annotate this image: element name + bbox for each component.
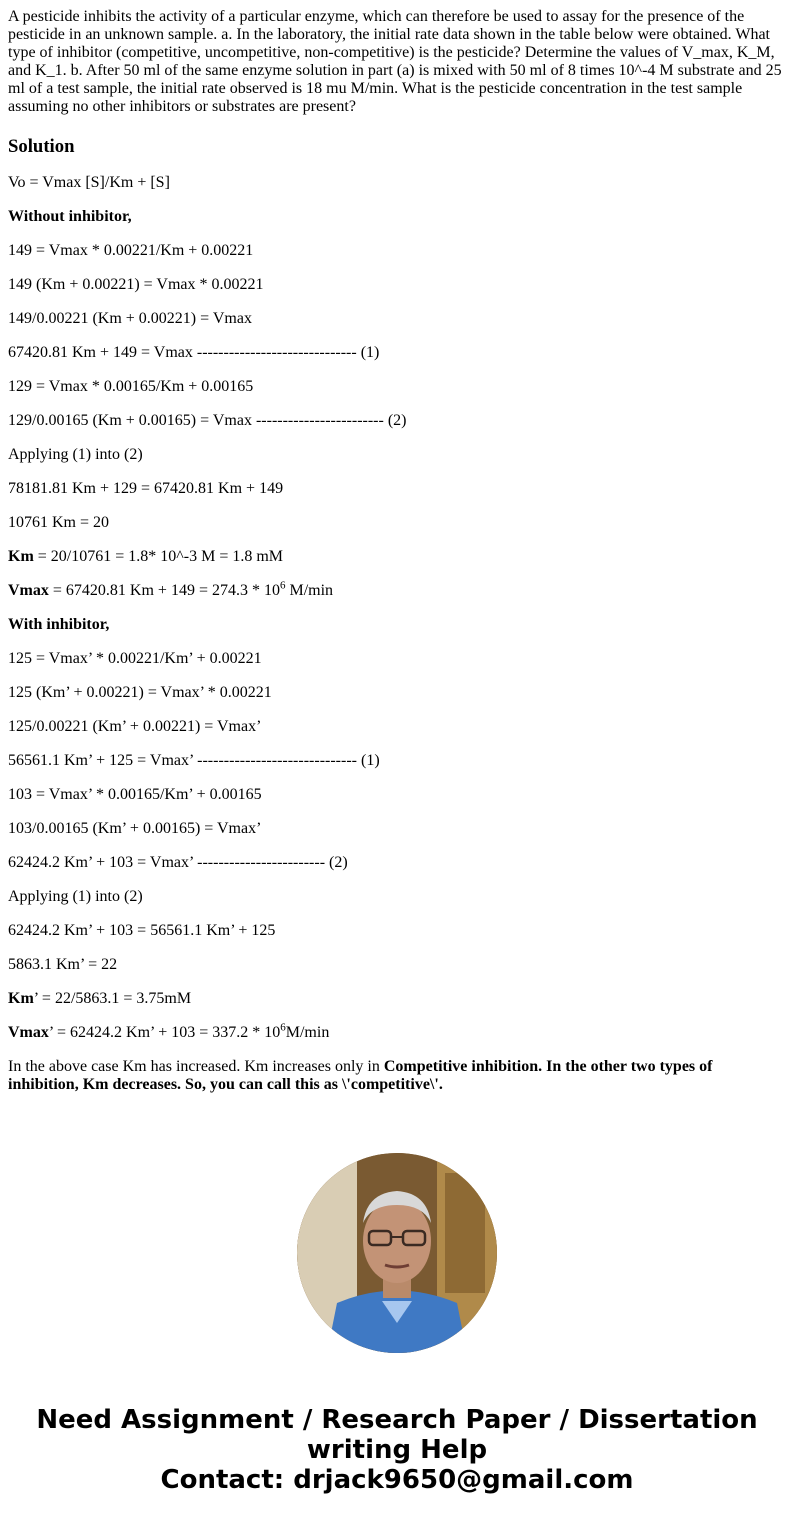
- vmax-result: [8, 579, 786, 600]
- equation-line: 62424.2 Km’ + 103 = Vmax’ ------------------------ (2): [8, 854, 348, 871]
- equation-line: 149 (Km + 0.00221) = Vmax * 0.00221: [8, 276, 264, 293]
- equation-line: 78181.81 Km + 129 = 67420.81 Km + 149: [8, 480, 284, 497]
- vmax-unit: M/min: [285, 582, 334, 599]
- km-inhibited-value: ’ = 22/5863.1 = 3.75mM: [33, 990, 192, 1007]
- conclusion-bold: Competitive inhibition. In the other two types of inhibition, Km decreases. So, you can call this as \'competitive\'.: [8, 1058, 713, 1093]
- equation-line: 103/0.00165 (Km’ + 0.00165) = Vmax’: [8, 820, 262, 837]
- equation-line: 62424.2 Km’ + 103 = 56561.1 Km’ + 125: [8, 922, 276, 939]
- equation-line: Applying (1) into (2): [8, 446, 143, 463]
- equation-line: 67420.81 Km + 149 = Vmax ------------------------------ (1): [8, 344, 380, 361]
- vmax-inhibited-value: ’ = 62424.2 Km’ + 103 = 337.2 * 10: [48, 1024, 281, 1041]
- equation-line: 125/0.00221 (Km’ + 0.00221) = Vmax’: [8, 718, 262, 735]
- equation-line: 10761 Km = 20: [8, 514, 110, 531]
- km-result: [8, 548, 786, 566]
- km-inhibited-result: [8, 990, 786, 1008]
- conclusion-plain: In the above case Km has increased. Km increases only in: [8, 1058, 384, 1075]
- equation-line: Applying (1) into (2): [8, 888, 143, 905]
- promo-footer: [0, 1405, 794, 1495]
- equation-line: 125 = Vmax’ * 0.00221/Km’ + 0.00221: [8, 650, 262, 667]
- solution-heading: Solution: [8, 136, 75, 157]
- vmax-inhibited-label: Vmax: [8, 1024, 49, 1041]
- vmax-inhibited-result: [8, 1021, 786, 1042]
- vmax-value: = 67420.81 Km + 149 = 274.3 * 10: [48, 582, 280, 599]
- equation-line: 149/0.00221 (Km + 0.00221) = Vmax: [8, 310, 252, 327]
- km-inhibited-label: Km: [8, 990, 34, 1007]
- contact-email: Contact: drjack9650@gmail.com: [160, 1465, 634, 1495]
- equation-line: 103 = Vmax’ * 0.00165/Km’ + 0.00165: [8, 786, 262, 803]
- equation-line: 149 = Vmax * 0.00221/Km + 0.00221: [8, 242, 254, 259]
- without-inhibitor-heading: Without inhibitor,: [8, 208, 132, 225]
- equation-line: 5863.1 Km’ = 22: [8, 956, 118, 973]
- equation-line: 129/0.00165 (Km + 0.00165) = Vmax ------------------------ (2): [8, 412, 407, 429]
- promo-line-1: Need Assignment / Research Paper / Dissertation: [36, 1405, 758, 1435]
- vmax-inhibited-exponent: 6: [280, 1021, 286, 1034]
- vmax-inhibited-unit: M/min: [285, 1024, 330, 1041]
- equation-line: 56561.1 Km’ + 125 = Vmax’ ------------------------------ (1): [8, 752, 380, 769]
- answer-content: [8, 0, 786, 1122]
- equation-line: 129 = Vmax * 0.00165/Km + 0.00165: [8, 378, 254, 395]
- conclusion-text: [8, 1058, 786, 1094]
- vmax-exponent: 6: [279, 579, 286, 592]
- equation-line: Vo = Vmax [S]/Km + [S]: [8, 174, 170, 191]
- km-label: Km: [8, 548, 34, 565]
- equation-line: 125 (Km’ + 0.00221) = Vmax’ * 0.00221: [8, 684, 272, 701]
- promo-line-2: writing Help: [306, 1435, 488, 1465]
- author-avatar: [297, 1153, 497, 1353]
- with-inhibitor-heading: With inhibitor,: [8, 616, 110, 633]
- question-text: A pesticide inhibits the activity of a particular enzyme, which can therefore be used to assay for the presence of the pesticide in an unknown sample. a. In the laboratory, the initial rate data shown in the table below were obtained. What type of inhibitor (competitive, uncompetitive, non-competitive) is the pesticide? Determine the values of V_max, K_M, and K_1. b. After 50 ml of the same enzyme solution in part (a) is mixed with 50 ml of 8 times 10^-4 M substrate and 25 ml of a test sample, the initial rate observed is 18 mu M/min. What is the pesticide concentration in the test sample assuming no other inhibitors or substrates are present?: [8, 8, 782, 115]
- vmax-label: Vmax: [8, 582, 49, 599]
- km-value: = 20/10761 = 1.8* 10^-3 M = 1.8 mM: [33, 548, 284, 565]
- author-portrait-image: [297, 1153, 497, 1353]
